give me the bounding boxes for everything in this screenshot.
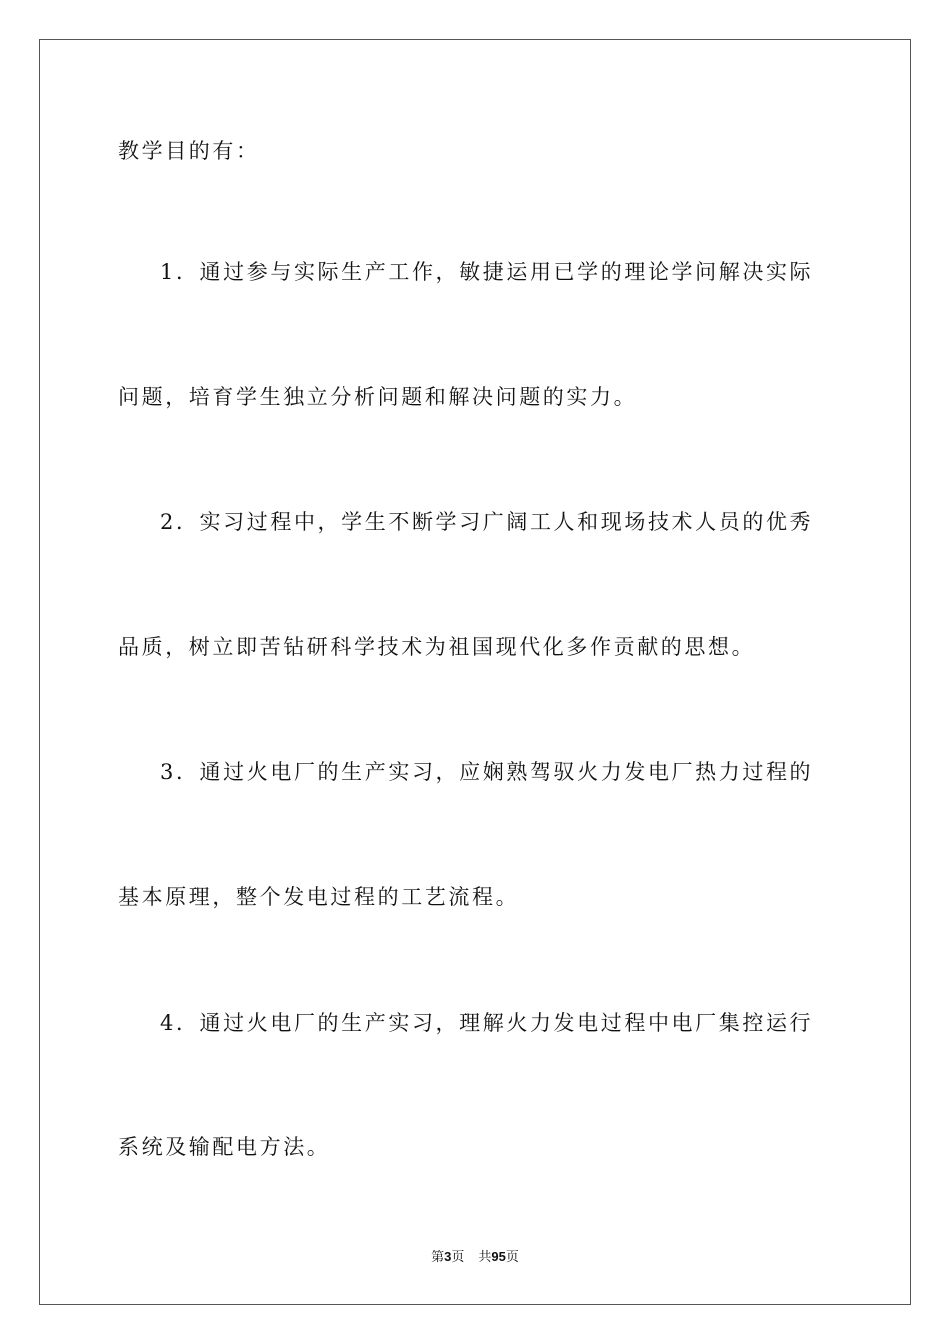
paragraph-3-line-1: 3．通过火电厂的生产实习，应娴熟驾驭火力发电厂热力过程的: [160, 760, 814, 784]
footer-page-prefix: 第: [431, 1250, 445, 1265]
footer-total-pages: 95: [491, 1249, 506, 1264]
footer-page-number: 3: [444, 1249, 452, 1264]
footer-total-suffix: 页: [505, 1250, 519, 1265]
page-footer: [0, 1248, 950, 1267]
paragraph-4-line-2: 系统及输配电方法。: [118, 1135, 331, 1159]
paragraph-1-line-2: 问题，培育学生独立分析问题和解决问题的实力。: [118, 385, 638, 409]
paragraph-2-line-1: 2．实习过程中，学生不断学习广阔工人和现场技术人员的优秀: [160, 510, 814, 534]
footer-total-prefix: 共: [478, 1250, 492, 1265]
paragraph-4-line-1: 4．通过火电厂的生产实习，理解火力发电过程中电厂集控运行: [160, 1011, 814, 1035]
footer-page-suffix: 页: [451, 1250, 465, 1265]
paragraph-3-line-2: 基本原理，整个发电过程的工艺流程。: [118, 885, 520, 909]
paragraph-2-line-2: 品质，树立即苦钻研科学技术为祖国现代化多作贡献的思想。: [118, 635, 756, 659]
page-frame: [39, 39, 911, 1305]
paragraph-1-line-1: 1．通过参与实际生产工作，敏捷运用已学的理论学问解决实际: [160, 260, 814, 284]
document-heading: 教学目的有：: [118, 139, 260, 163]
